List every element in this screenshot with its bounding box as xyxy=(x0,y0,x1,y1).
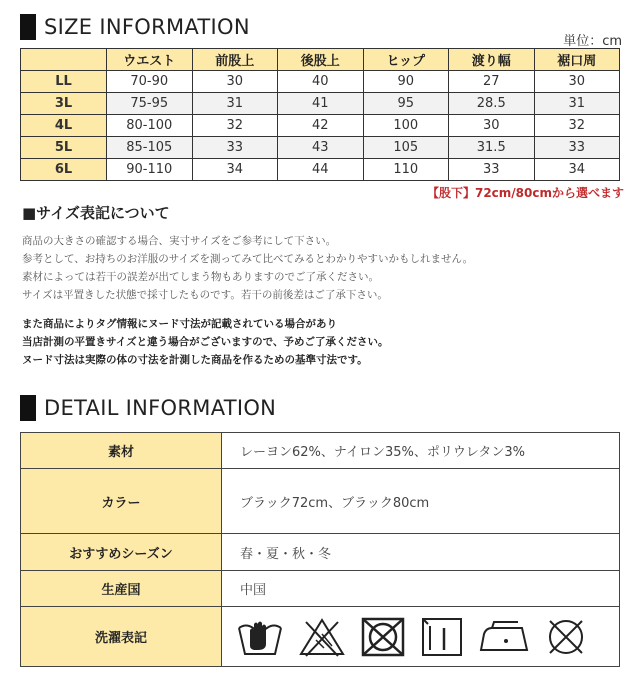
color-value: ブラック72cm、ブラック80cm xyxy=(222,469,620,534)
size-label: 3L xyxy=(21,93,107,115)
table-cell: 31 xyxy=(192,93,278,115)
size-section-header xyxy=(20,14,250,40)
note-line-bold: 当店計測の平置きサイズと違う場合がございますので、予めご了承ください。 xyxy=(22,336,389,348)
table-cell: 27 xyxy=(449,71,535,93)
table-cell: 34 xyxy=(192,159,278,181)
table-row xyxy=(21,71,620,93)
column-header xyxy=(21,49,107,71)
table-row xyxy=(21,607,620,667)
table-cell: 43 xyxy=(278,137,364,159)
column-header: 前股上 xyxy=(192,49,278,71)
note-line: 参考として、お持ちのお洋服のサイズを測ってみて比べてみるとわかりやすいかもしれません。 xyxy=(22,253,474,265)
note-line-bold: ヌード寸法は実際の体の寸法を計測した商品を作るための基準寸法です。 xyxy=(22,354,368,366)
note-line-bold: また商品によりタグ情報にヌード寸法が記載されている場合があり xyxy=(22,318,337,330)
size-table-header xyxy=(21,49,620,71)
table-row xyxy=(21,469,620,534)
size-label: LL xyxy=(21,71,107,93)
table-row xyxy=(21,433,620,469)
table-cell: 33 xyxy=(449,159,535,181)
table-row xyxy=(21,137,620,159)
origin-label: 生産国 xyxy=(21,571,222,607)
table-row xyxy=(21,571,620,607)
table-cell: 42 xyxy=(278,115,364,137)
line-dry-icon xyxy=(420,616,464,658)
detail-table xyxy=(20,432,620,667)
table-cell: 100 xyxy=(363,115,449,137)
season-label: おすすめシーズン xyxy=(21,534,222,571)
low-iron-icon xyxy=(478,616,530,658)
no-bleach-icon xyxy=(298,616,346,658)
care-icons xyxy=(222,607,620,667)
unit-label: 単位：cm xyxy=(563,34,622,49)
table-cell: 40 xyxy=(278,71,364,93)
table-cell: 41 xyxy=(278,93,364,115)
material-label: 素材 xyxy=(21,433,222,469)
table-cell: 75-95 xyxy=(107,93,193,115)
care-label: 洗濯表記 xyxy=(21,607,222,667)
detail-section-header xyxy=(20,395,276,421)
section-marker xyxy=(20,14,36,40)
table-cell: 34 xyxy=(534,159,620,181)
column-header: ヒップ xyxy=(363,49,449,71)
origin-value: 中国 xyxy=(222,571,620,607)
table-row xyxy=(21,159,620,181)
size-section-title: SIZE INFORMATION xyxy=(44,15,250,39)
no-tumble-dry-icon xyxy=(360,616,406,658)
column-header: ウエスト xyxy=(107,49,193,71)
table-cell: 105 xyxy=(363,137,449,159)
table-cell: 32 xyxy=(534,115,620,137)
table-cell: 31 xyxy=(534,93,620,115)
table-cell: 33 xyxy=(534,137,620,159)
column-header: 裾口周 xyxy=(534,49,620,71)
table-cell: 80-100 xyxy=(107,115,193,137)
size-label: 4L xyxy=(21,115,107,137)
no-dry-clean-icon xyxy=(544,616,588,658)
table-cell: 31.5 xyxy=(449,137,535,159)
table-cell: 110 xyxy=(363,159,449,181)
column-header: 後股上 xyxy=(278,49,364,71)
table-cell: 44 xyxy=(278,159,364,181)
note-line: 素材によっては若干の誤差が出てしまう物もありますのでご了承ください。 xyxy=(22,271,379,283)
table-cell: 32 xyxy=(192,115,278,137)
table-cell: 28.5 xyxy=(449,93,535,115)
column-header: 渡り幅 xyxy=(449,49,535,71)
hand-wash-icon xyxy=(236,616,284,658)
table-row xyxy=(21,115,620,137)
table-cell: 33 xyxy=(192,137,278,159)
about-size-title: ■サイズ表記について xyxy=(22,204,170,222)
table-cell: 90-110 xyxy=(107,159,193,181)
detail-section-title: DETAIL INFORMATION xyxy=(44,396,277,420)
table-cell: 30 xyxy=(449,115,535,137)
section-marker xyxy=(20,395,36,421)
season-value: 春・夏・秋・冬 xyxy=(222,534,620,571)
table-row xyxy=(21,534,620,571)
size-label: 6L xyxy=(21,159,107,181)
material-value: レーヨン62%、ナイロン35%、ポリウレタン3% xyxy=(222,433,620,469)
table-cell: 30 xyxy=(534,71,620,93)
inseam-note: 【股下】72cm/80cmから選べます xyxy=(426,186,624,200)
note-line: 商品の大きさの確認する場合、実寸サイズをご参考にして下さい。 xyxy=(22,235,337,247)
table-cell: 85-105 xyxy=(107,137,193,159)
note-line: サイズは平置きした状態で採寸したものです。若干の前後差はご了承下さい。 xyxy=(22,289,388,301)
table-row xyxy=(21,93,620,115)
table-cell: 30 xyxy=(192,71,278,93)
color-label: カラー xyxy=(21,469,222,534)
table-cell: 70-90 xyxy=(107,71,193,93)
table-cell: 90 xyxy=(363,71,449,93)
size-label: 5L xyxy=(21,137,107,159)
table-cell: 95 xyxy=(363,93,449,115)
size-table xyxy=(20,48,620,181)
